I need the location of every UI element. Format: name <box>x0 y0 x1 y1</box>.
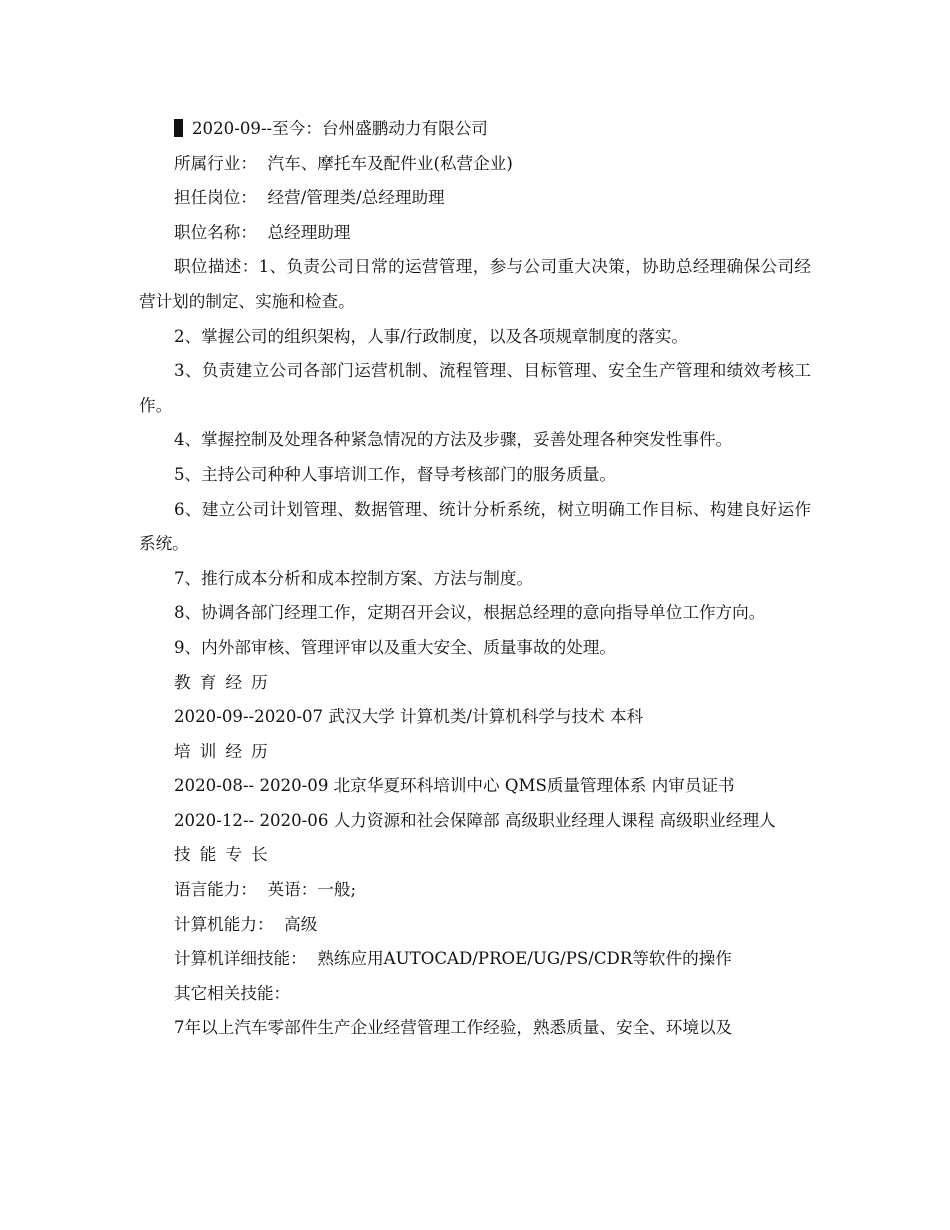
position-label: 担任岗位： <box>174 188 257 208</box>
position-row <box>139 181 811 216</box>
job-period-company <box>139 112 811 147</box>
industry-label: 所属行业： <box>174 153 257 173</box>
computer-detail-label: 计算机详细技能： <box>174 949 307 969</box>
title-row <box>139 216 811 251</box>
duty-item: 9、内外部审核、管理评审以及重大安全、质量事故的处理。 <box>174 637 616 657</box>
title-value: 总经理助理 <box>267 222 351 242</box>
job-period-company-text: 2020-09--至今：台州盛鹏动力有限公司 <box>192 119 488 138</box>
duty-item: 8、协调各部门经理工作，定期召开会议，根据总经理的意向指导单位工作方向。 <box>174 603 766 623</box>
duty-item <box>139 250 811 319</box>
language-label: 语言能力： <box>174 880 257 900</box>
position-value: 经营/管理类/总经理助理 <box>267 188 445 208</box>
education-entry: 2020-09--2020-07 武汉大学 计算机类/计算机科学与技术 本科 <box>174 707 644 727</box>
language-row <box>139 873 811 908</box>
other-skills-label: 其它相关技能： <box>174 983 291 1003</box>
title-label: 职位名称： <box>174 222 257 242</box>
training-entry: 2020-08-- 2020-09 北京华夏环科培训中心 QMS质量管理体系 内审员证书 <box>174 776 735 796</box>
description-label: 职位描述： <box>174 257 259 277</box>
duty-text: 1、负责公司日常的运营管理，参与公司重大决策，协助总经理确保公司经营计划的制定、实施和检查。 <box>139 257 811 311</box>
duty-item: 7、推行成本分析和成本控制方案、方法与制度。 <box>174 568 534 588</box>
duty-item: 3、负责建立公司各部门运营机制、流程管理、目标管理、安全生产管理和绩效考核工作。 <box>139 361 811 415</box>
work-experience-section <box>139 112 811 1046</box>
duty-item: 6、建立公司计划管理、数据管理、统计分析系统，树立明确工作目标、构建良好运作系统。 <box>139 499 811 554</box>
training-entry: 2020-12-- 2020-06 人力资源和社会保障部 高级职业经理人课程 高级职业经理人 <box>174 810 776 830</box>
other-skills-text: 7年以上汽车零部件生产企业经营管理工作经验，熟悉质量、安全、环境以及 <box>174 1018 733 1038</box>
duty-item: 5、主持公司种种人事培训工作，督导考核部门的服务质量。 <box>174 464 616 484</box>
industry-value: 汽车、摩托车及配件业(私营企业) <box>267 153 513 173</box>
skills-heading: 技能专长 <box>174 845 277 865</box>
computer-label: 计算机能力： <box>174 914 274 934</box>
computer-detail-value: 熟练应用AUTOCAD/PROE/UG/PS/CDR等软件的操作 <box>317 949 732 969</box>
language-value: 英语：一般; <box>267 880 357 900</box>
duty-item: 4、掌握控制及处理各种紧急情况的方法及步骤，妥善处理各种突发性事件。 <box>174 430 733 450</box>
training-heading: 培训经历 <box>174 741 277 761</box>
computer-row <box>139 908 811 943</box>
computer-value: 高级 <box>284 914 318 934</box>
education-heading: 教育经历 <box>174 672 277 692</box>
duty-item: 2、掌握公司的组织架构，人事/行政制度，以及各项规章制度的落实。 <box>174 326 688 346</box>
computer-detail-row <box>139 942 811 977</box>
industry-row <box>139 147 811 182</box>
section-marker-icon <box>174 119 183 137</box>
